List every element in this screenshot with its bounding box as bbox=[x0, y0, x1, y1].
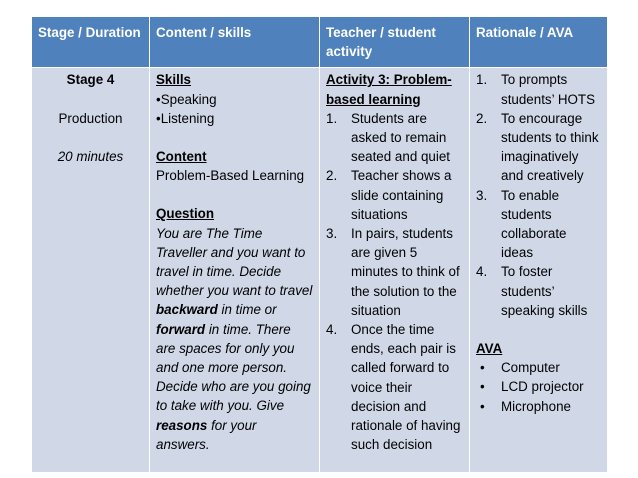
list-item bbox=[476, 186, 601, 263]
list-item bbox=[326, 320, 463, 454]
bullet-icon: • bbox=[480, 379, 485, 395]
rationale-cell bbox=[470, 68, 608, 473]
question-text bbox=[156, 224, 313, 454]
ava-item: Microphone bbox=[501, 398, 571, 414]
rationale-text: To foster students’ speaking skills bbox=[501, 264, 588, 318]
list-item bbox=[476, 397, 601, 416]
list-item bbox=[476, 70, 601, 108]
step-text: In pairs, students are given 5 minutes to think of the solution to the situation bbox=[351, 226, 460, 318]
question-part: for your answers. bbox=[156, 417, 257, 452]
question-part: in time or bbox=[217, 302, 277, 318]
content-heading: Content bbox=[156, 149, 207, 165]
question-part: You are The Time Traveller and you want to travel in time. Decide whether you want to travel bbox=[156, 225, 313, 299]
table-header-row bbox=[32, 17, 608, 68]
activity-cell bbox=[320, 68, 470, 473]
step-number: 2. bbox=[326, 168, 338, 184]
step-text: Students are asked to remain seated and quiet bbox=[351, 110, 451, 165]
skill-item: •Speaking bbox=[156, 91, 217, 107]
list-item bbox=[476, 377, 601, 396]
activity-steps bbox=[326, 109, 463, 455]
content-cell bbox=[150, 68, 320, 473]
skill-item: •Listening bbox=[156, 110, 215, 126]
list-item bbox=[326, 224, 463, 320]
ava-heading: AVA bbox=[476, 341, 503, 357]
rationale-number: 1. bbox=[476, 72, 488, 88]
rationale-text: To encourage students to think imaginatively and creatively bbox=[501, 110, 599, 184]
keyword-forward: forward bbox=[156, 321, 206, 337]
rationale-number: 3. bbox=[476, 187, 488, 203]
question-heading: Question bbox=[156, 206, 215, 222]
stage-name: Stage 4 bbox=[66, 72, 115, 88]
list-item bbox=[326, 166, 463, 224]
keyword-backward: backward bbox=[156, 302, 218, 318]
content-text: Problem-Based Learning bbox=[156, 168, 305, 184]
rationale-list bbox=[476, 70, 601, 320]
stage-cell bbox=[32, 68, 150, 473]
skills-heading: Skills bbox=[156, 72, 191, 88]
lesson-plan-table bbox=[31, 16, 608, 473]
table-row bbox=[32, 68, 608, 473]
question-part: in time. There are spaces for only you and one more person. Decide who are you going to take with you. Give bbox=[156, 321, 311, 414]
rationale-number: 2. bbox=[476, 110, 488, 126]
rationale-text: To enable students collaborate ideas bbox=[501, 187, 567, 261]
ava-item: Computer bbox=[501, 360, 560, 376]
list-item bbox=[476, 358, 601, 377]
step-number: 3. bbox=[326, 226, 338, 242]
header-rationale-ava: Rationale / AVA bbox=[470, 17, 608, 68]
stage-duration: 20 minutes bbox=[57, 148, 124, 164]
rationale-text: To prompts students’ HOTS bbox=[501, 72, 596, 107]
step-number: 4. bbox=[326, 322, 338, 338]
header-teacher-student-activity: Teacher / student activity bbox=[320, 17, 470, 68]
bullet-icon: • bbox=[480, 360, 485, 376]
ava-item: LCD projector bbox=[501, 379, 584, 395]
activity-title: Activity 3: Problem-based learning bbox=[326, 72, 452, 107]
ava-list bbox=[476, 358, 601, 416]
keyword-reasons: reasons bbox=[156, 417, 208, 433]
rationale-number: 4. bbox=[476, 264, 488, 280]
step-text: Teacher shows a slide containing situations bbox=[351, 168, 452, 222]
header-content-skills: Content / skills bbox=[150, 17, 320, 68]
list-item bbox=[326, 109, 463, 167]
header-stage-duration: Stage / Duration bbox=[32, 17, 150, 68]
list-item bbox=[476, 262, 601, 320]
step-text: Once the time ends, each pair is called forward to voice their decision and rationale of having such decision bbox=[351, 322, 461, 453]
step-number: 1. bbox=[326, 110, 338, 126]
stage-phase: Production bbox=[58, 110, 123, 126]
list-item bbox=[476, 109, 601, 186]
bullet-icon: • bbox=[480, 398, 485, 414]
